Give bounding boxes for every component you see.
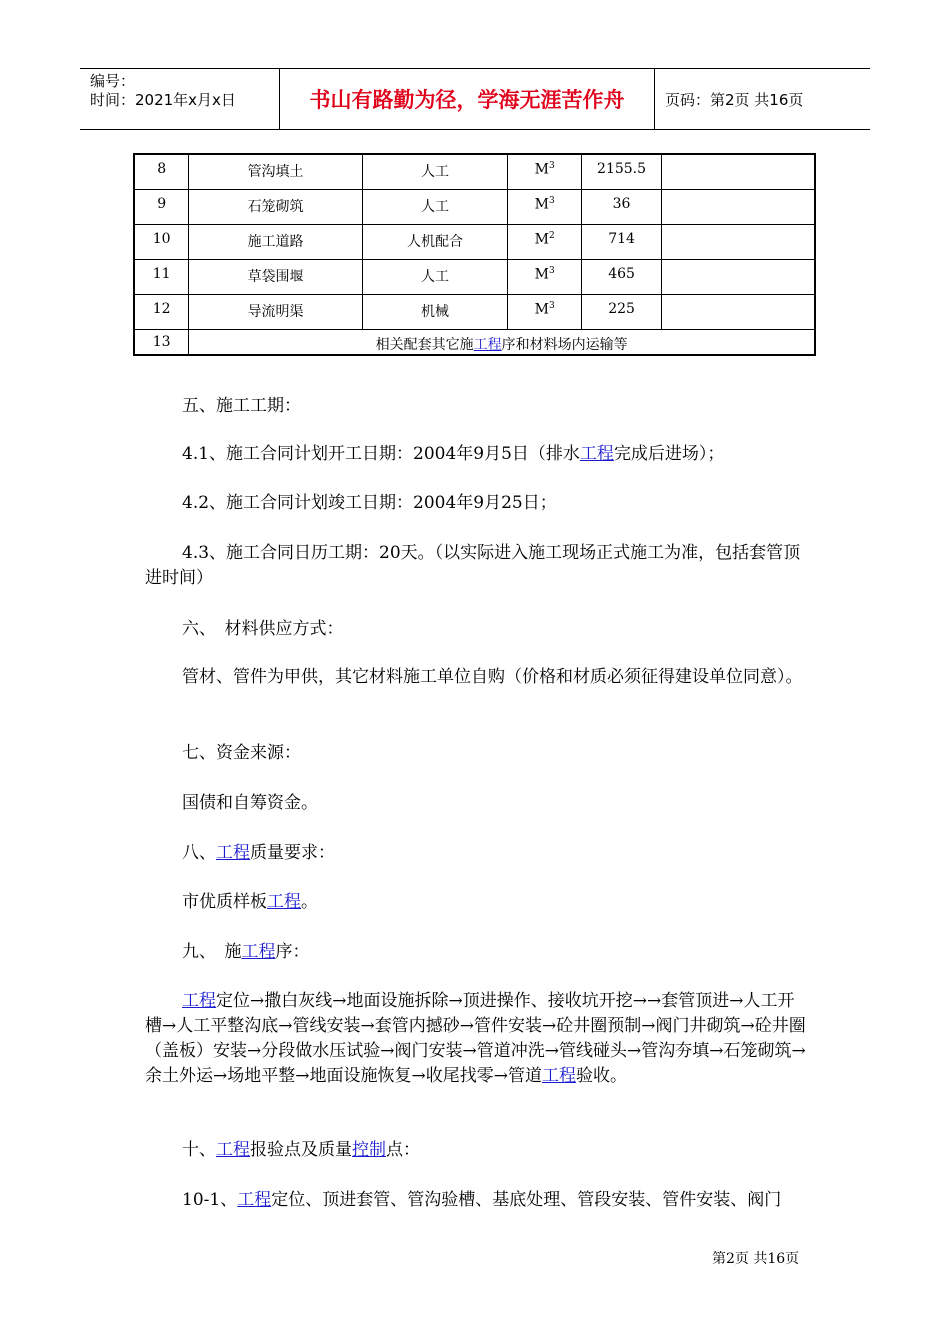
row-number: 13 [134, 329, 189, 355]
row-number: 8 [134, 154, 189, 189]
row-note [662, 259, 816, 294]
row-number: 9 [134, 189, 189, 224]
motto: 书山有路勤为径，学海无涯苦作舟 [280, 69, 655, 129]
row-item: 管沟填土 [189, 154, 362, 189]
header-page-info: 页码：第2页 共16页 [665, 90, 804, 109]
row-quantity: 225 [582, 294, 662, 329]
row-method: 机械 [362, 294, 508, 329]
section-10-title: 十、工程报验点及质量控制点： [182, 1140, 420, 1160]
row-note [662, 294, 816, 329]
row-unit: $M^3$ [508, 259, 582, 294]
link-gongcheng[interactable]: 工程 [182, 991, 216, 1011]
section-5-title: 五、施工工期： [182, 396, 301, 416]
section-5-line-2: 4.2、施工合同计划竣工日期：2004年9月25日； [182, 493, 557, 513]
row-number: 11 [134, 259, 189, 294]
link-gongcheng[interactable]: 工程 [473, 336, 502, 353]
section-5-line-3: 4.3、施工合同日历工期：20天。（以实际进入施工现场正式施工为准，包括套管顶进时间） [145, 543, 801, 588]
section-7-body: 国债和自筹资金。 [182, 793, 318, 813]
section-9-title: 九、 施工程序： [182, 942, 310, 962]
table-row [134, 259, 815, 294]
row-quantity: 36 [582, 189, 662, 224]
row-quantity: 714 [582, 224, 662, 259]
section-8-body: 市优质样板工程。 [182, 892, 318, 912]
row-item: 导流明渠 [189, 294, 362, 329]
work-items-table [133, 153, 816, 356]
section-7-title: 七、资金来源： [182, 743, 301, 763]
table-row [134, 189, 815, 224]
table-row [134, 224, 815, 259]
link-gongcheng[interactable]: 工程 [237, 1190, 272, 1210]
row-unit: $M^2$ [508, 224, 582, 259]
row-item: 石笼砌筑 [189, 189, 362, 224]
row-item: 草袋围堰 [189, 259, 362, 294]
link-gongcheng[interactable]: 工程 [216, 843, 250, 863]
doc-number-label: 编号： [90, 72, 136, 90]
row-number: 10 [134, 224, 189, 259]
row-description: 相关配套其它施工程序和材料场内运输等 [189, 329, 815, 355]
row-unit: $M^3$ [508, 294, 582, 329]
link-kongzhi[interactable]: 控制 [352, 1140, 386, 1160]
section-9-body: 工程定位→撒白灰线→地面设施拆除→顶进操作、接收坑开挖→→套管顶进→人工开槽→人工平整沟底→管线安装→套管内撼砂→管件安装→砼井圈预制→阀门井砌筑→砼井圈（盖板）安装→分段做水压试验→阀门安装→管道冲洗→管线碰头→管沟夯填→石笼砌筑→余土外运→场地平整→地面设施恢复→收尾找零→管道工程验收。 [145, 991, 806, 1086]
link-gongcheng[interactable]: 工程 [579, 444, 614, 464]
row-quantity: 2155.5 [582, 154, 662, 189]
row-quantity: 465 [582, 259, 662, 294]
row-method: 人工 [362, 259, 508, 294]
section-10-line-1: 10-1、工程定位、顶进套管、管沟验槽、基底处理、管段安装、管件安装、阀门 [182, 1190, 782, 1210]
table-row [134, 329, 815, 355]
link-gongcheng[interactable]: 工程 [541, 1066, 576, 1086]
header-meta [80, 69, 280, 129]
row-method: 人工 [362, 154, 508, 189]
link-gongcheng[interactable]: 工程 [216, 1140, 250, 1160]
section-8-title: 八、工程质量要求： [182, 843, 335, 863]
page-header [80, 68, 870, 130]
row-method: 人机配合 [362, 224, 508, 259]
row-unit: $M^3$ [508, 154, 582, 189]
table-row [134, 294, 815, 329]
row-item: 施工道路 [189, 224, 362, 259]
row-unit: $M^3$ [508, 189, 582, 224]
section-6-body: 管材、管件为甲供，其它材料施工单位自购（价格和材质必须征得建设单位同意）。 [182, 667, 803, 687]
table-row [134, 154, 815, 189]
row-method: 人工 [362, 189, 508, 224]
time-label: 时间：2021年x月x日 [90, 91, 236, 109]
row-note [662, 224, 816, 259]
section-5-line-1: 4.1、施工合同计划开工日期：2004年9月5日（排水工程完成后进场）； [182, 444, 725, 464]
row-note [662, 189, 816, 224]
section-6-title: 六、 材料供应方式： [182, 619, 344, 639]
row-number: 12 [134, 294, 189, 329]
row-note [662, 154, 816, 189]
link-gongcheng[interactable]: 工程 [267, 892, 301, 912]
page-footer: 第2页 共16页 [712, 1251, 800, 1267]
link-gongcheng[interactable]: 工程 [241, 942, 276, 962]
